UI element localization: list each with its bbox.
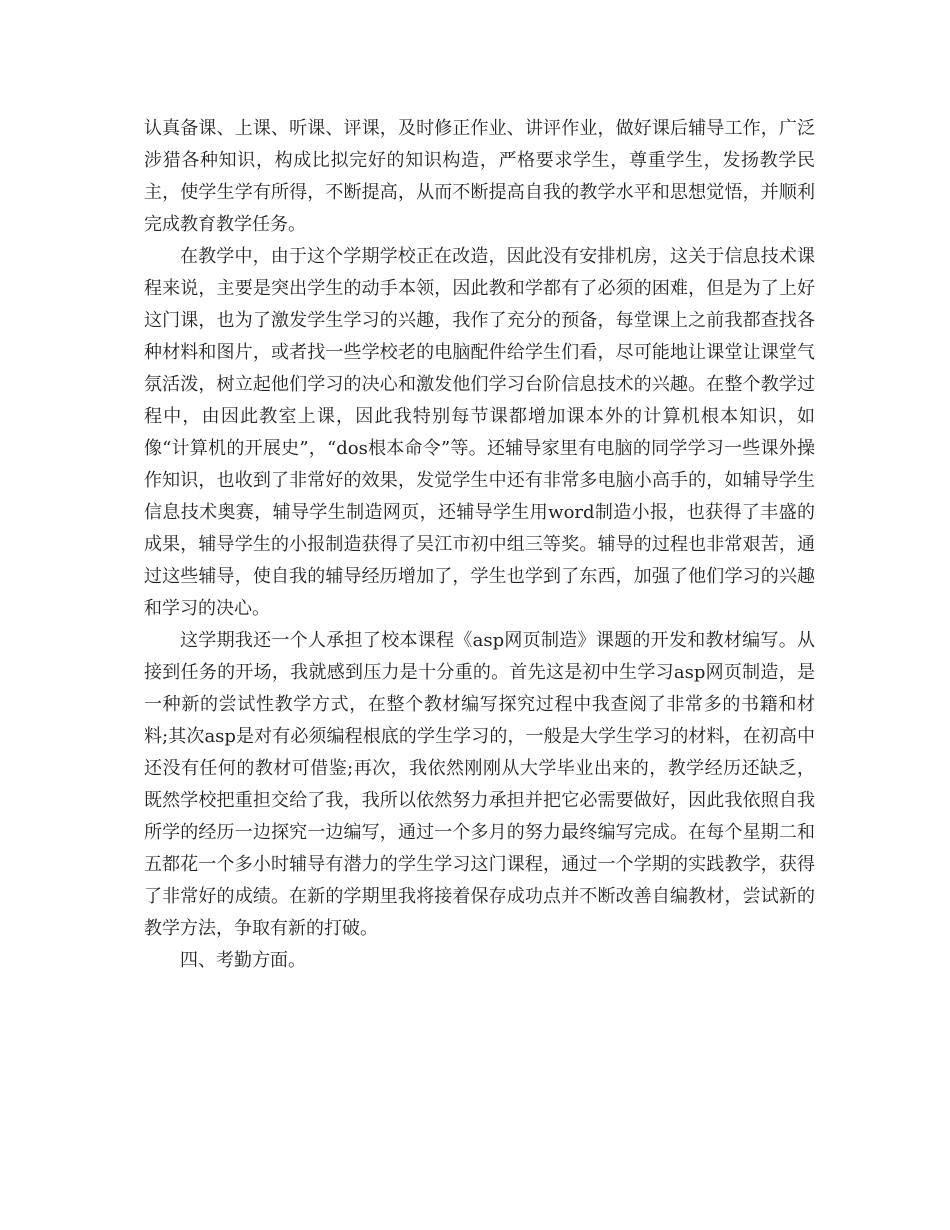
paragraph-2: 在教学中，由于这个学期学校正在改造，因此没有安排机房，这关于信息技术课程来说，主要是突出学生的动手本领，因此教和学都有了必须的困难，但是为了上好这门课，也为了激发学生学习的兴趣，我作了充分的预备，每堂课上之前我都查找各种材料和图片，或者找一些学校老的电脑配件给学生们看，尽可能地让课堂让课堂气氛活泼，树立起他们学习的决心和激发他们学习台阶信息技术的兴趣。在整个教学过程中，由因此教室上课，因此我特别每节课都增加课本外的计算机根本知识，如像“计算机的开展史”，“dos根本命令”等。还辅导家里有电脑的同学学习一些课外操作知识，也收到了非常好的效果，发觉学生中还有非常多电脑小高手的，如辅导学生信息技术奥赛，辅导学生制造网页，还辅导学生用word制造小报，也获得了丰盛的成果，辅导学生的小报制造获得了吴江市初中组三等奖。辅导的过程也非常艰苦，通过这些辅导，使自我的辅导经历增加了，学生也学到了东西，加强了他们学习的兴趣和学习的决心。 <box>144 246 815 619</box>
paragraph-1: 认真备课、上课、听课、评课，及时修正作业、讲评作业，做好课后辅导工作，广泛涉猎各种知识，构成比拟完好的知识构造，严格要求学生，尊重学生，发扬教学民主，使学生学有所得，不断提高，从而不断提高自我的教学水平和思想觉悟，并顺利完成教育教学任务。 <box>144 118 815 235</box>
paragraph-3: 这学期我还一个人承担了校本课程《asp网页制造》课题的开发和教材编写。从接到任务的开场，我就感到压力是十分重的。首先这是初中生学习asp网页制造，是一种新的尝试性教学方式，在整个教材编写探究过程中我查阅了非常多的书籍和材料;其次asp是对有必须编程根底的学生学习的，一般是大学生学习的材料，在初高中还没有任何的教材可借鉴;再次，我依然刚刚从大学毕业出来的，教学经历还缺乏，既然学校把重担交给了我，我所以依然努力承担并把它必需要做好，因此我依照自我所学的经历一边探究一边编写，通过一个多月的努力最终编写完成。在每个星期二和五都花一个多小时辅导有潜力的学生学习这门课程，通过一个学期的实践教学，获得了非常好的成绩。在新的学期里我将接着保存成功点并不断改善自编教材，尝试新的教学方法，争取有新的打破。 <box>144 630 815 939</box>
section-heading-attendance: 四、考勤方面。 <box>180 950 306 971</box>
